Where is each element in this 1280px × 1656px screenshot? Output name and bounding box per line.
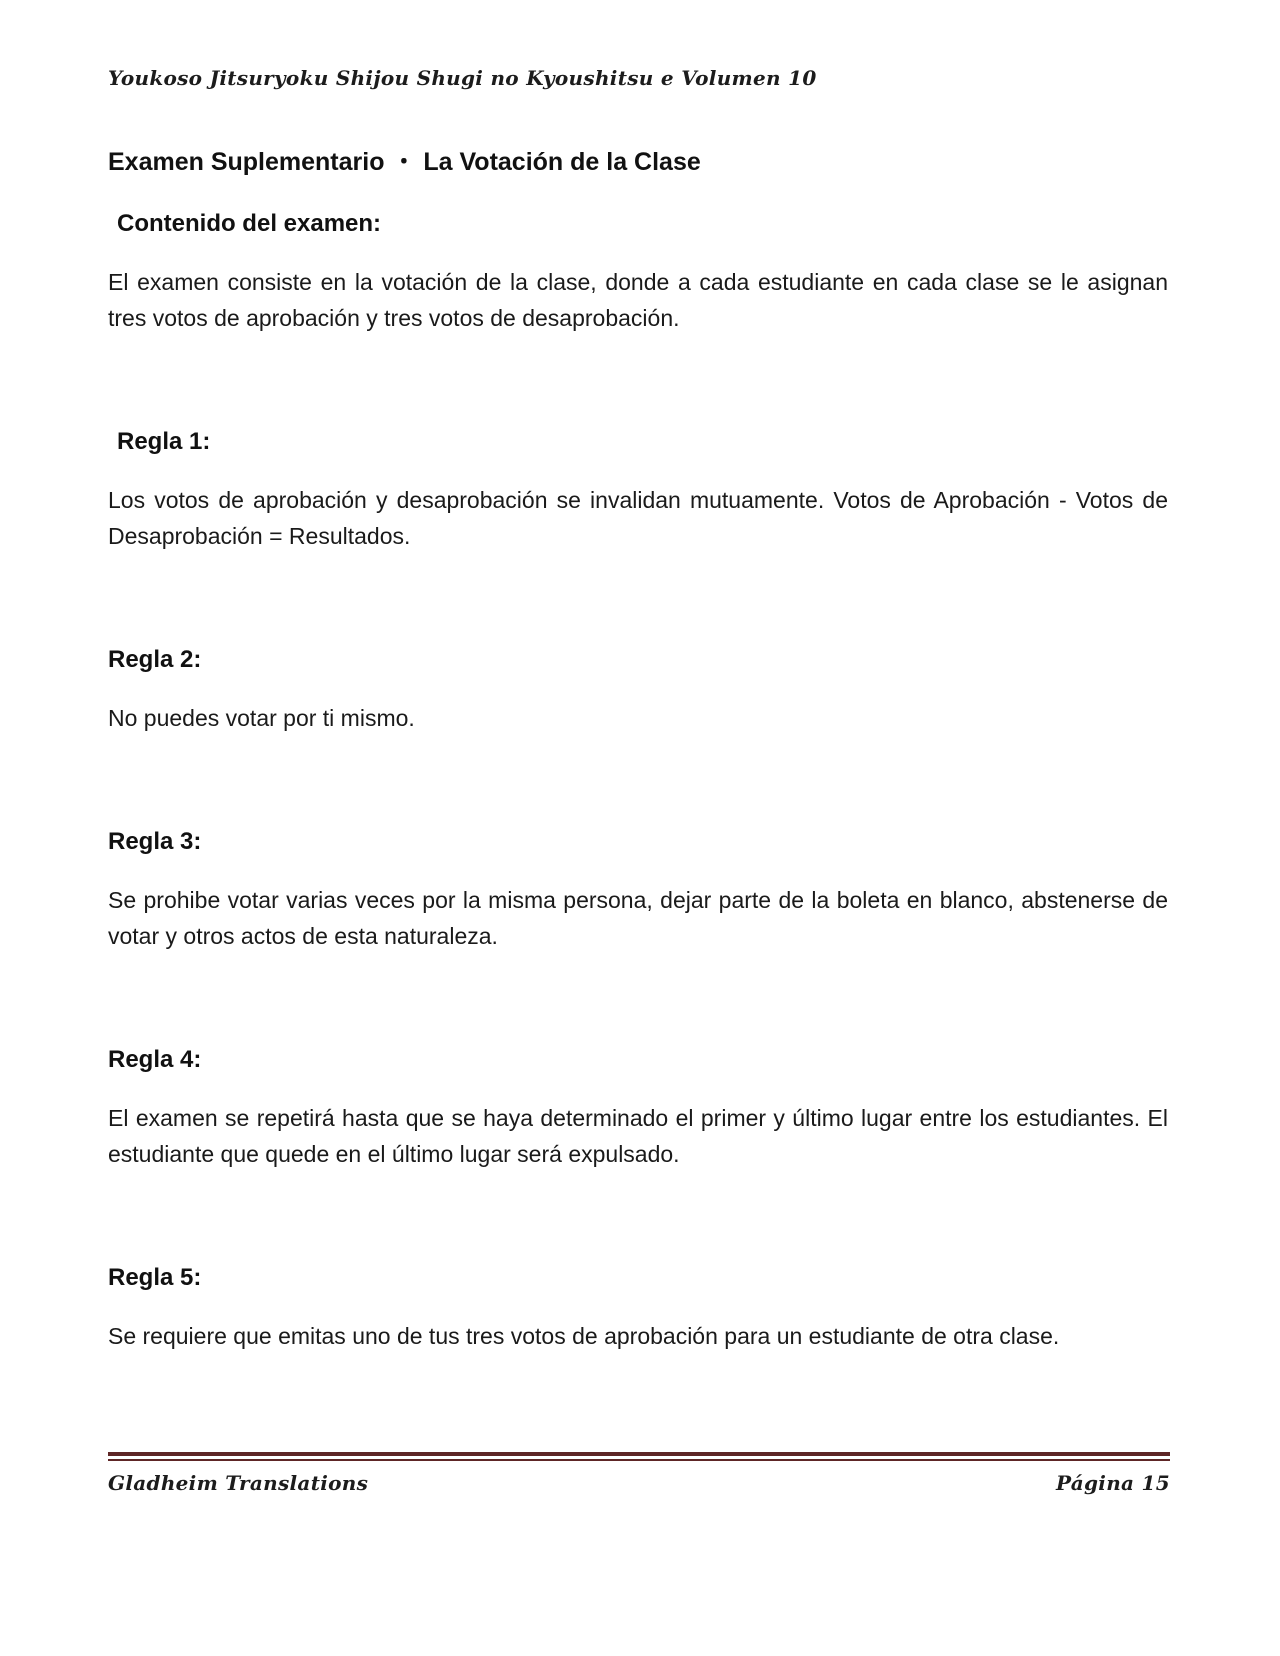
section-heading: Contenido del examen: xyxy=(117,210,382,237)
footer-divider xyxy=(108,1452,1170,1461)
section-body: Se requiere que emitas uno de tus tres votos de aprobación para un estudiante de otra clase. xyxy=(108,1323,1060,1349)
section-regla-5 xyxy=(108,1264,1168,1354)
document-title: Examen Suplementario ・ La Votación de la Clase xyxy=(108,148,701,176)
section-heading: Regla 1: xyxy=(117,428,211,455)
page-header xyxy=(108,66,1170,90)
section-heading: Regla 4: xyxy=(108,1046,202,1073)
footer-page-number: Página 15 xyxy=(1055,1471,1170,1495)
section-regla-4 xyxy=(108,1046,1168,1172)
section-body: No puedes votar por ti mismo. xyxy=(108,705,415,731)
section-heading: Regla 3: xyxy=(108,828,202,855)
section-contenido xyxy=(108,210,1168,336)
section-regla-3 xyxy=(108,828,1168,954)
section-body: Se prohibe votar varias veces por la misma persona, dejar parte de la boleta en blanco, abstenerse de votar y otros actos de esta naturaleza. xyxy=(108,887,1168,949)
header-title: Youkoso Jitsuryoku Shijou Shugi no Kyoushitsu e Volumen 10 xyxy=(108,66,817,90)
footer-row xyxy=(108,1471,1170,1495)
section-heading: Regla 2: xyxy=(108,646,202,673)
document-content xyxy=(108,142,1168,1354)
section-body: El examen consiste en la votación de la clase, donde a cada estudiante en cada clase se le asignan tres votos de aprobación y tres votos de desaprobación. xyxy=(108,269,1168,331)
section-body: Los votos de aprobación y desaprobación se invalidan mutuamente. Votos de Aprobación - Votos de Desaprobación = Resultados. xyxy=(108,487,1168,549)
section-heading: Regla 5: xyxy=(108,1264,202,1291)
page-footer xyxy=(108,1452,1170,1495)
section-body: El examen se repetirá hasta que se haya determinado el primer y último lugar entre los estudiantes. El estudiante que quede en el último lugar será expulsado. xyxy=(108,1105,1168,1167)
footer-translator: Gladheim Translations xyxy=(108,1471,369,1495)
section-regla-1 xyxy=(108,428,1168,554)
section-regla-2 xyxy=(108,646,1168,736)
